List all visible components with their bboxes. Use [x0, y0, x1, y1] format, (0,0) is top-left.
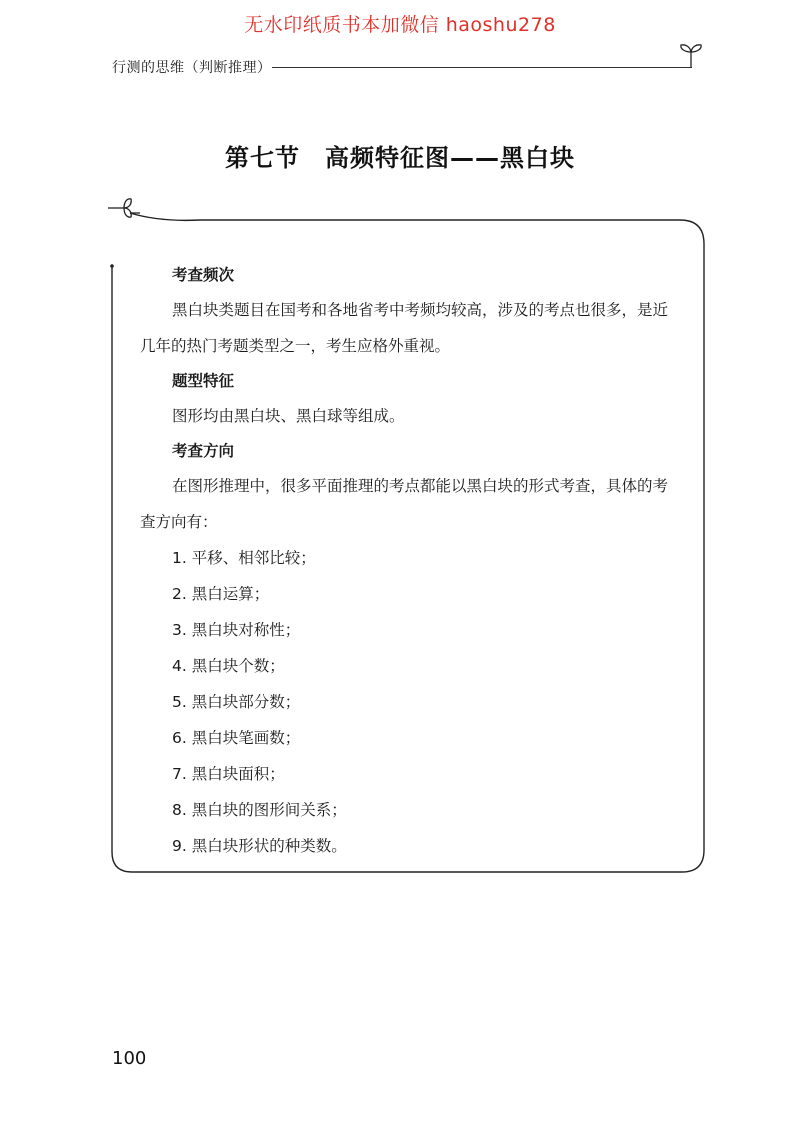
- heading-features: 题型特征: [172, 372, 235, 390]
- sprout-icon: [106, 196, 136, 220]
- section-title: 第七节 高频特征图——黑白块: [225, 144, 575, 172]
- list-item: 7. 黑白块面积；: [172, 765, 285, 783]
- list-item: 5. 黑白块部分数；: [172, 693, 301, 711]
- content-box: [140, 258, 680, 864]
- list-item: 3. 黑白块对称性；: [172, 621, 301, 639]
- direction-text: 在图形推理中，很多平面推理的考点都能以黑白块的形式考查，具体的考查方向有：: [140, 477, 669, 531]
- running-head: 行测的思维（判断推理）: [112, 60, 272, 76]
- heading-direction: 考查方向: [172, 442, 235, 460]
- watermark: 无水印纸质书本加微信 haoshu278: [244, 14, 556, 36]
- list-item: 2. 黑白运算；: [172, 585, 270, 603]
- features-text: 图形均由黑白块、黑白球等组成。: [172, 407, 405, 425]
- list-item: 8. 黑白块的图形间关系；: [172, 801, 347, 819]
- direction-list: [140, 540, 680, 864]
- list-item: 4. 黑白块个数；: [172, 657, 285, 675]
- list-item: 1. 平移、相邻比较；: [172, 549, 316, 567]
- page-number: 100: [112, 1048, 147, 1069]
- frequency-text: 黑白块类题目在国考和各地省考中考频均较高，涉及的考点也很多，是近几年的热门考题类型之一，考生应格外重视。: [140, 301, 669, 355]
- list-item: 6. 黑白块笔画数；: [172, 729, 301, 747]
- heading-frequency: 考查频次: [172, 266, 235, 284]
- list-item: 9. 黑白块形状的种类数。: [172, 837, 347, 855]
